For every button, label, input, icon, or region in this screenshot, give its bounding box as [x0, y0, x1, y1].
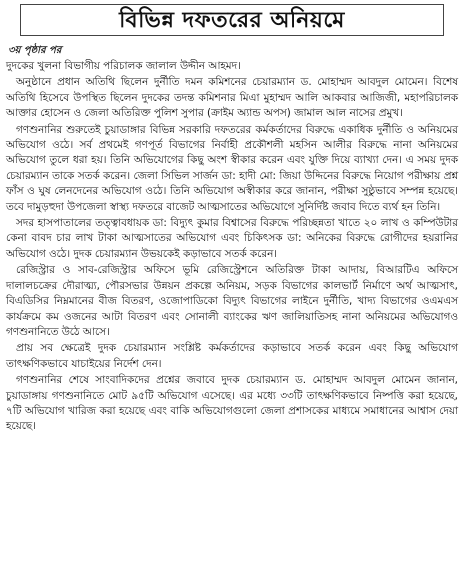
article-paragraph: সদর হাসপাতালের তত্ত্বাবধায়ক ডা: বিদ্যুৎ কুমার বিশ্বাসের বিরুদ্ধে পরিচ্ছন্নতা খাতে ২০ লাখ ও কম্পিউটার কেনা বাবদ চার লাখ টাকা আত্মসাতের অভিযোগ এবং চিকিৎসক ডা: অনিকের বিরুদ্ধে রোগীদের হয়রানির অভিযোগ ওঠে। দুদক চেয়ারম্যান উভয়কেই কড়াভাবে সতর্ক করেন।	[6, 217, 458, 260]
headline: বিভিন্ন দফতরের অনিয়মে	[119, 7, 345, 33]
article-paragraph: অনুষ্ঠানে প্রধান অতিথি ছিলেন দুর্নীতি দমন কমিশনের চেয়ারম্যান ড. মোহাম্মদ আবদুল মোমেন। বিশেষ অতিথি হিসেবে উপস্থিত ছিলেন দুদকের তদন্ত কমিশনার মিএা মুহাম্মদ আলি আকবার আজিজী, মহাপরিচালক আক্তার হোসেন ও জেলা অতিরিক্ত পুলিশ সুপার (ক্রাইম অ্যান্ড অপস) জামাল আল নাসের প্রমুখ।	[6, 76, 458, 120]
article-paragraph: দুদকের খুলনা বিভাগীয় পরিচালক জালাল উদ্দীন আহমদ।	[6, 60, 241, 72]
article-paragraph: প্রায় সব ক্ষেত্রেই দুদক চেয়ারম্যান সংশ্লিষ্ট কর্মকর্তাদের কড়াভাবে সতর্ক করেন এবং কিছু অভিযোগ তাৎক্ষণিকভাবে যাচাইয়ের নির্দেশ দেন।	[6, 342, 458, 370]
article-paragraph: রেজিস্ট্রার ও সাব-রেজিস্ট্রার অফিসে ভূমি রেজিস্ট্রেশনে অতিরিক্ত টাকা আদায়, বিআরটিএ অফিসে দালালচক্রের দৌরাত্ম্য, পৌরসভার উন্নয়ন প্রকল্পে অনিয়ম, সড়ক বিভাগের কালভার্ট নির্মাণে অর্থ আত্মসাৎ, বিএডিসির নিম্নমানের বীজ বিতরণ, ওজোপাডিকো বিদ্যুৎ বিভাগের লাইনে দুর্নীতি, খাদ্য বিভাগের ওএমএস কার্যক্রমে কম ওজনের আটা বিতরণ এবং সোনালী ব্যাংকের ঋণ জালিয়াতিসহ নানা অনিয়মের অভিযোগও গণশুনানিতে উঠে আসে।	[6, 264, 458, 338]
continued-from-label: ৩য় পৃষ্ঠার পর	[8, 45, 62, 56]
headline-box	[20, 4, 444, 36]
news-page	[0, 4, 464, 581]
article-paragraph: গণশুনানির শেষে সাংবাদিকদের প্রশ্নের জবাবে দুদক চেয়ারম্যান ড. মোহাম্মদ আবদুল মোমেন জানান, চুয়াডাঙ্গায় গণশুনানিতে মোট ৯৫টি অভিযোগ এসেছে। এর মধ্যে ৩৩টি তাৎক্ষণিকভাবে নিষ্পত্তি করা হয়েছে, ৭টি অভিযোগ খারিজ করা হয়েছে এবং বাকি অভিযোগগুলো জেলা প্রশাসকের মাধ্যমে সমাধানের আশ্বাস দেয়া হয়েছে।	[6, 374, 458, 433]
article-paragraph: গণশুনানির শুরুতেই চুয়াডাঙ্গার বিভিন্ন সরকারি দফতরের কর্মকর্তাদের বিরুদ্ধে একাধিক দুর্নীতি ও অনিয়মের অভিযোগ ওঠে। সর্ব প্রথমেই গণপূর্ত বিভাগের নির্বাহী প্রকৌশলী মহসিন আলীর বিরুদ্ধে নানা অনিয়মের অভিযোগ তুলে ধরা হয়। তিনি অভিযোগের কিছু অংশ স্বীকার করেন এবং যুক্তি দিয়ে ব্যাখ্যা দেন। এ সময় দুদক চেয়ারম্যান তাকে সতর্ক করেন। জেলা সিভিল সার্জন ডা: হাদী মো: জিয়া উদ্দিনের বিরুদ্ধে নিয়োগ পরীক্ষায় প্রশ্ন ফাঁস ও ঘুষ লেনদেনের অভিযোগ ওঠে। তিনি অভিযোগ অস্বীকার করে জানান, পরীক্ষা সুষ্ঠুভাবে সম্পন্ন হয়েছে। তবে দামুড়হুদা উপজেলা স্বাস্থ্য দফতরে বাজেট আত্মসাতের অভিযোগে সুনির্দিষ্ট জবাব দিতে ব্যর্থ হন তিনি।	[6, 123, 458, 213]
article-body	[6, 59, 458, 435]
